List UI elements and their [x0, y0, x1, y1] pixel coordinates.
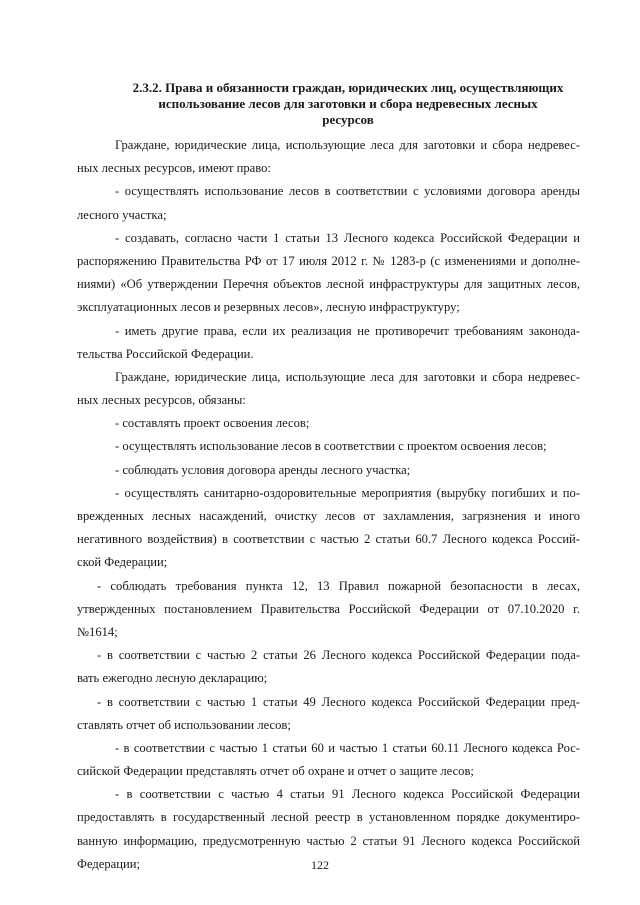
text-line: эксплуатационных лесов и резервных лесов», лесную инфраструктуру; — [77, 300, 460, 315]
text-line: - осуществлять использование лесов в соответствии с проектом освоения лесов; — [115, 439, 547, 454]
text-line: - иметь другие права, если их реализация не противоречит требованиям законода- — [115, 323, 580, 338]
text-line: тельства Российской Федерации. — [77, 346, 254, 361]
text-line: Граждане, юридические лица, использующие леса для заготовки и сбора недревес- — [115, 138, 580, 152]
text-line: предоставлять в государственный лесной реестр в установленном порядке документиро- — [77, 810, 580, 825]
text-line: - осуществлять санитарно-оздоровительные мероприятия (вырубку погибших и по- — [115, 485, 580, 500]
text-line: Граждане, юридические лица, использующие леса для заготовки и сбора недревес- — [115, 369, 580, 384]
text-line: утвержденных постановлением Правительства Российской Федерации от 07.10.2020 г. — [77, 601, 580, 616]
text-line: ных лесных ресурсов, имеют право: — [77, 161, 271, 176]
text-line: ниями) «Об утверждении Перечня объектов лесной инфраструктуры для защитных лесов, — [77, 277, 580, 292]
text-line: - в соответствии с частью 2 статьи 26 Лесного кодекса Российской Федерации пода- — [97, 648, 580, 663]
section-heading-line: 2.3.2. Права и обязанности граждан, юридических лиц, осуществляющих — [132, 80, 564, 95]
text-line: негативного воздействия) в соответствии с частью 2 статьи 60.7 Лесного кодекса Россий- — [77, 532, 580, 547]
text-line: лесного участка; — [77, 207, 167, 222]
text-line: сийской Федерации представлять отчет об охране и отчет о защите лесов; — [77, 764, 474, 779]
text-line: ванную информацию, предусмотренную частью 2 статьи 91 Лесного кодекса Российской — [77, 833, 580, 848]
section-heading-line: ресурсов — [322, 112, 374, 127]
text-line: №1614; — [77, 624, 118, 639]
text-line: - в соответствии с частью 1 статьи 60 и частью 1 статьи 60.11 Лесного кодекса Рос- — [115, 740, 580, 755]
text-line: - соблюдать требования пункта 12, 13 Правил пожарной безопасности в лесах, — [97, 578, 580, 593]
text-line: - соблюдать условия договора аренды лесного участка; — [115, 462, 411, 477]
section-heading — [128, 80, 568, 128]
text-line: - в соответствии с частью 4 статьи 91 Лесного кодекса Российской Федерации — [115, 787, 580, 802]
text-line: ставлять отчет об использовании лесов; — [77, 717, 291, 732]
section-heading-line: использование лесов для заготовки и сбора недревесных лесных — [158, 96, 538, 111]
text-line: ных лесных ресурсов, обязаны: — [77, 393, 246, 408]
text-line: - составлять проект освоения лесов; — [115, 416, 310, 431]
text-line: ской Федерации; — [77, 555, 168, 570]
text-line: врежденных лесных насаждений, очистку лесов от захламления, загрязнения и иного — [77, 509, 580, 523]
text-line: - в соответствии с частью 1 статьи 49 Лесного кодекса Российской Федерации пред- — [97, 694, 580, 709]
text-line: Федерации; — [77, 856, 140, 871]
text-line: вать ежегодно лесную декларацию; — [77, 671, 268, 686]
page-number: 122 — [311, 858, 329, 872]
body-text — [77, 134, 580, 876]
text-line: - создавать, согласно части 1 статьи 13 Лесного кодекса Российской Федерации и — [115, 230, 580, 245]
text-line: - осуществлять использование лесов в соответствии с условиями договора аренды — [115, 184, 580, 199]
text-line: распоряжению Правительства РФ от 17 июля 2012 г. № 1283-р (с изменениями и дополне- — [77, 253, 580, 268]
